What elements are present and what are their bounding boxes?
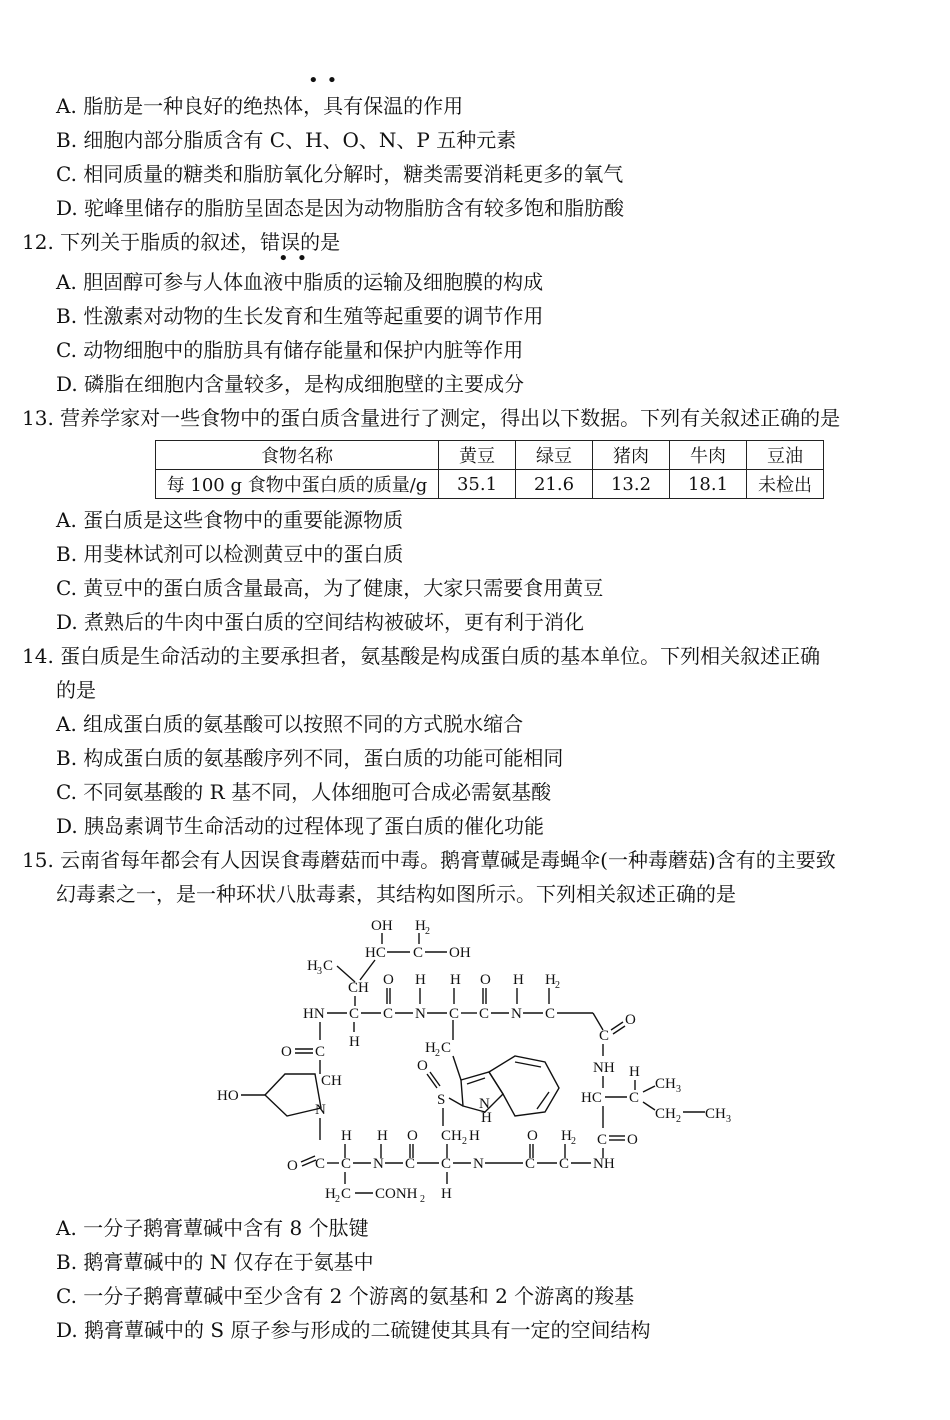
atom-label: C — [597, 1132, 608, 1148]
atom-label: H — [450, 972, 461, 988]
emphasis-dots: •• — [308, 70, 346, 91]
atom-label: C — [413, 945, 424, 961]
q13-option-c[interactable]: C. 黄豆中的蛋白质含量最高，为了健康，大家只需要食用黄豆 — [56, 576, 604, 600]
atom-label: H — [481, 1110, 492, 1126]
subscript: 2 — [335, 1194, 340, 1205]
atom-label: S — [437, 1092, 446, 1108]
subscript: 2 — [420, 1194, 425, 1205]
atom-label: H — [513, 972, 524, 988]
amanitin-structure-diagram — [215, 912, 735, 1207]
bond — [427, 1074, 437, 1088]
q13-option-a[interactable]: A. 蛋白质是这些食物中的重要能源物质 — [56, 508, 404, 532]
table-cell: 每 100 g 食物中蛋白质的质量/g — [156, 470, 439, 499]
bond — [430, 1072, 440, 1086]
atom-label: O — [287, 1158, 298, 1174]
table-row — [156, 470, 824, 499]
atom-label: CH — [441, 1128, 462, 1144]
atom-label: O — [417, 1058, 428, 1074]
atom-label: N — [473, 1156, 484, 1172]
atom-label: H — [441, 1186, 452, 1202]
table-header-cell: 食物名称 — [156, 441, 439, 470]
q13-stem: 13. 营养学家对一些食物中的蛋白质含量进行了测定，得出以下数据。下列有关叙述正确的是 — [22, 406, 841, 430]
atom-label: OH — [449, 945, 471, 961]
atom-label: H — [341, 1128, 352, 1144]
atom-label: C — [341, 1186, 352, 1202]
q14-option-a[interactable]: A. 组成蛋白质的氨基酸可以按照不同的方式脱水缩合 — [56, 712, 524, 736]
q14-stem-line2: 的是 — [56, 678, 96, 702]
bond — [360, 960, 375, 980]
atom-label: C — [479, 1006, 490, 1022]
atom-label: C — [599, 1028, 610, 1044]
atom-label: H — [425, 1040, 436, 1056]
atom-label: C — [349, 1006, 360, 1022]
q15-option-b[interactable]: B. 鹅膏蕈碱中的 N 仅存在于氨基中 — [56, 1250, 374, 1274]
q15-option-a[interactable]: A. 一分子鹅膏蕈碱中含有 8 个肽键 — [56, 1216, 369, 1240]
q11-option-b[interactable]: B. 细胞内部分脂质含有 C、H、O、N、P 五种元素 — [56, 128, 517, 152]
atom-label: C — [525, 1156, 536, 1172]
q12-option-c[interactable]: C. 动物细胞中的脂肪具有储存能量和保护内脏等作用 — [56, 338, 524, 362]
atom-label: HO — [217, 1088, 239, 1104]
atom-label: HC — [581, 1090, 602, 1106]
atom-label: C — [315, 1156, 326, 1172]
q15-option-c[interactable]: C. 一分子鹅膏蕈碱中至少含有 2 个游离的氨基和 2 个游离的羧基 — [56, 1284, 635, 1308]
atom-label: N — [511, 1006, 522, 1022]
q12-stem: 12. 下列关于脂质的叙述，错误的是 — [22, 230, 341, 254]
atom-label: O — [625, 1012, 636, 1028]
table-cell: 35.1 — [439, 470, 516, 499]
bond — [453, 1056, 461, 1080]
bond — [449, 1098, 463, 1106]
subscript: 2 — [571, 1136, 576, 1147]
q11-option-c[interactable]: C. 相同质量的糖类和脂肪氧化分解时，糖类需要消耗更多的氧气 — [56, 162, 624, 186]
atom-label: C — [341, 1156, 352, 1172]
atom-label: H — [377, 1128, 388, 1144]
q11-option-d[interactable]: D. 驼峰里储存的脂肪呈固态是因为动物脂肪含有较多饱和脂肪酸 — [56, 196, 625, 220]
atom-label: H — [325, 1186, 336, 1202]
atom-label: CH — [705, 1106, 726, 1122]
subscript: 2 — [555, 980, 560, 991]
atom-label: CONH — [375, 1186, 418, 1202]
table-cell: 未检出 — [747, 470, 824, 499]
atom-label: NH — [593, 1156, 615, 1172]
atom-label: C — [559, 1156, 570, 1172]
subscript: 2 — [462, 1136, 467, 1147]
atom-label: O — [281, 1044, 292, 1060]
atom-label: CH — [348, 980, 369, 996]
atom-label: C — [545, 1006, 556, 1022]
atom-label: CH — [655, 1076, 676, 1092]
atom-label: C — [441, 1156, 452, 1172]
atom-label: CH — [321, 1073, 342, 1089]
atom-label: O — [383, 972, 394, 988]
table-cell: 21.6 — [516, 470, 593, 499]
q15-stem-line1: 15. 云南省每年都会有人因误食毒蘑菇而中毒。鹅膏蕈碱是毒蝇伞(一种毒蘑菇)含有的主要致 — [22, 848, 836, 872]
bond — [515, 1062, 541, 1067]
subscript: 3 — [676, 1084, 681, 1095]
atom-label: H — [415, 918, 426, 934]
atom-label: C — [441, 1040, 452, 1056]
atom-label: H — [545, 972, 556, 988]
atom-label: O — [527, 1128, 538, 1144]
atom-label: N — [373, 1156, 384, 1172]
subscript: 3 — [317, 966, 322, 977]
q12-option-a[interactable]: A. 胆固醇可参与人体血液中脂质的运输及细胞膜的构成 — [56, 270, 544, 294]
atom-label: C — [315, 1044, 326, 1060]
q14-option-d[interactable]: D. 胰岛素调节生命活动的过程体现了蛋白质的催化功能 — [56, 814, 545, 838]
q13-option-b[interactable]: B. 用斐林试剂可以检测黄豆中的蛋白质 — [56, 542, 404, 566]
atom-label: H — [561, 1128, 572, 1144]
bond — [643, 1102, 655, 1110]
atom-label: H — [469, 1128, 480, 1144]
atom-label: H — [307, 958, 318, 974]
q12-option-d[interactable]: D. 磷脂在细胞内含量较多，是构成细胞壁的主要成分 — [56, 372, 525, 396]
table-cell: 13.2 — [593, 470, 670, 499]
atom-label: H — [629, 1064, 640, 1080]
subscript: 2 — [676, 1114, 681, 1125]
atom-label: CH — [655, 1106, 676, 1122]
protein-table — [155, 440, 824, 499]
q15-option-d[interactable]: D. 鹅膏蕈碱中的 S 原子参与形成的二硫键使其具有一定的空间结构 — [56, 1318, 651, 1342]
atom-label: O — [627, 1132, 638, 1148]
atom-label: C — [629, 1090, 640, 1106]
emphasis-dots: •• — [278, 248, 316, 269]
q12-option-b[interactable]: B. 性激素对动物的生长发育和生殖等起重要的调节作用 — [56, 304, 544, 328]
atom-label: O — [480, 972, 491, 988]
proline-ring — [265, 1074, 321, 1116]
atom-label: NH — [593, 1060, 615, 1076]
q13-option-d[interactable]: D. 煮熟后的牛肉中蛋白质的空间结构被破坏，更有利于消化 — [56, 610, 585, 634]
table-header-cell: 绿豆 — [516, 441, 593, 470]
atom-label: H — [415, 972, 426, 988]
bond — [643, 1086, 655, 1092]
atom-label: N — [479, 1096, 490, 1112]
atom-label: H — [349, 1034, 360, 1050]
subscript: 2 — [425, 926, 430, 937]
table-header-row — [156, 441, 824, 470]
table-cell: 18.1 — [670, 470, 747, 499]
atom-label: C — [323, 958, 334, 974]
q14-option-b[interactable]: B. 构成蛋白质的氨基酸序列不同，蛋白质的功能可能相同 — [56, 746, 564, 770]
atom-label: C — [405, 1156, 416, 1172]
atom-label: N — [315, 1102, 326, 1118]
q11-option-a[interactable]: A. 脂肪是一种良好的绝热体，具有保温的作用 — [56, 94, 464, 118]
atom-label: O — [407, 1128, 418, 1144]
subscript: 3 — [726, 1114, 731, 1125]
atom-label: N — [415, 1006, 426, 1022]
atom-label: C — [449, 1006, 460, 1022]
table-header-cell: 黄豆 — [439, 441, 516, 470]
q14-stem-line1: 14. 蛋白质是生命活动的主要承担者，氨基酸是构成蛋白质的基本单位。下列相关叙述正确 — [22, 644, 821, 668]
bond — [467, 1078, 485, 1084]
atom-label: OH — [371, 918, 393, 934]
bond — [537, 1092, 549, 1109]
atom-label: C — [383, 1006, 394, 1022]
atom-label: HN — [303, 1006, 325, 1022]
table-header-cell: 猪肉 — [593, 441, 670, 470]
q14-option-c[interactable]: C. 不同氨基酸的 R 基不同，人体细胞可合成必需氨基酸 — [56, 780, 552, 804]
table-header-cell: 豆油 — [747, 441, 824, 470]
indole-benzene-ring — [489, 1056, 559, 1116]
q15-stem-line2: 幻毒素之一，是一种环状八肽毒素，其结构如图所示。下列相关叙述正确的是 — [56, 882, 736, 906]
atom-label: HC — [365, 945, 386, 961]
subscript: 2 — [435, 1048, 440, 1059]
table-header-cell: 牛肉 — [670, 441, 747, 470]
